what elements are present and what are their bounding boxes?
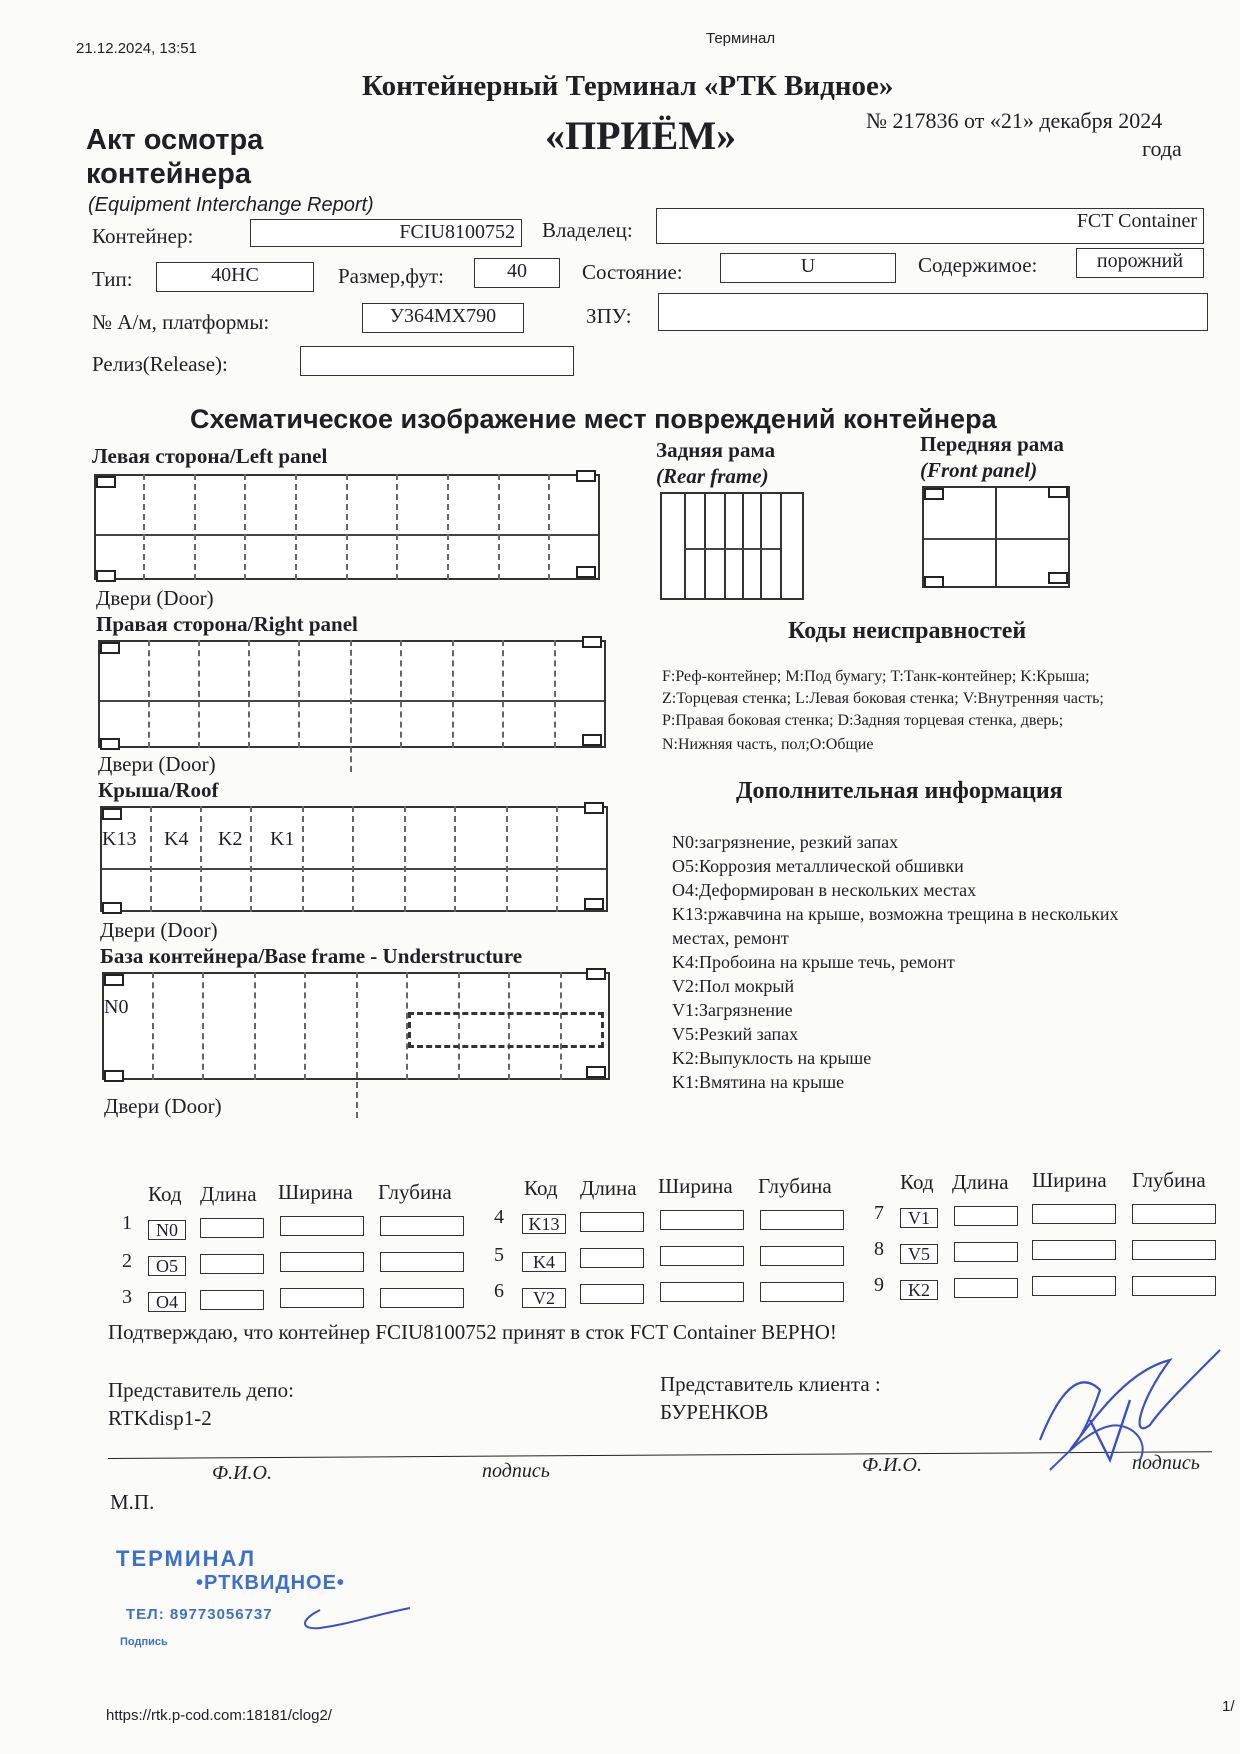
row-number: 6 — [494, 1280, 504, 1302]
col-header-length: Длина — [580, 1176, 637, 1200]
damage-width-cell[interactable] — [660, 1210, 744, 1230]
roof-label: Крыша/Roof — [98, 778, 219, 802]
confirmation-statement — [108, 1320, 837, 1345]
damage-depth-cell[interactable] — [1132, 1276, 1216, 1296]
corner-marker — [582, 636, 602, 648]
client-signature-drawing — [1020, 1330, 1240, 1490]
col-header-length: Длина — [952, 1170, 1009, 1194]
corner-marker — [576, 566, 596, 578]
schematic-title: Схематическое изображение мест повреждений контейнера — [190, 404, 997, 434]
col-header-code: Код — [148, 1182, 182, 1206]
damage-code-cell[interactable]: N0 — [148, 1220, 186, 1240]
damage-code-cell[interactable]: V2 — [522, 1288, 566, 1308]
confirmation-suffix: ВЕРНО! — [761, 1320, 837, 1344]
damage-length-cell[interactable] — [954, 1242, 1018, 1262]
row-number: 5 — [494, 1244, 504, 1266]
additional-info-line: K13:ржавчина на крыше, возможна трещина в нескольких — [672, 904, 1119, 924]
front-panel-label-en: (Front panel) — [920, 458, 1038, 482]
right-panel-diagram — [98, 640, 606, 748]
corner-marker — [586, 1066, 606, 1078]
corner-marker — [576, 470, 596, 482]
print-page-title: Терминал — [706, 30, 776, 47]
depot-rep-label: Представитель депо: — [108, 1378, 295, 1402]
owner-field[interactable]: FCT Container — [656, 208, 1204, 244]
damage-length-cell[interactable] — [200, 1290, 264, 1310]
damage-length-cell[interactable] — [954, 1278, 1018, 1298]
damage-depth-cell[interactable] — [380, 1288, 464, 1308]
additional-info-line: N0:загрязнение, резкий запах — [672, 832, 899, 852]
damage-width-cell[interactable] — [1032, 1204, 1116, 1224]
corner-marker — [582, 734, 602, 746]
col-header-width: Ширина — [1032, 1168, 1107, 1192]
damage-length-cell[interactable] — [580, 1212, 644, 1232]
col-header-length: Длина — [200, 1182, 257, 1206]
additional-info-line: местах, ремонт — [672, 928, 789, 948]
stamp-place-label: М.П. — [110, 1490, 155, 1514]
damage-code-cell[interactable]: O5 — [148, 1256, 186, 1276]
depot-fio-label: Ф.И.О. — [212, 1462, 272, 1484]
stamp-line3: ТЕЛ: 89773056737 — [126, 1606, 273, 1623]
depot-rep-value: RTKdisp1-2 — [108, 1406, 212, 1430]
confirmation-prefix: Подтверждаю, что контейнер — [108, 1320, 371, 1344]
damage-code-cell[interactable]: K13 — [522, 1214, 566, 1234]
stamp-line4: Подпись — [120, 1636, 168, 1648]
rear-frame-label-en: (Rear frame) — [656, 464, 769, 488]
container-field[interactable]: FCIU8100752 — [250, 219, 522, 247]
size-field[interactable]: 40 — [474, 258, 560, 288]
seal-label: ЗПУ: — [586, 304, 632, 328]
type-field[interactable]: 40HC — [156, 262, 314, 292]
roof-door-label: Двери (Door) — [100, 918, 218, 942]
row-number: 3 — [122, 1286, 132, 1308]
row-number: 2 — [122, 1250, 132, 1272]
front-panel-label: Передняя рама — [920, 432, 1064, 456]
corner-marker — [1048, 572, 1068, 584]
doc-subtitle: (Equipment Interchange Report) — [88, 194, 374, 216]
corner-marker — [102, 808, 122, 820]
corner-marker — [1048, 486, 1068, 498]
corner-marker — [100, 738, 120, 750]
additional-info-line: V2:Пол мокрый — [672, 976, 795, 996]
col-header-width: Ширина — [658, 1174, 733, 1198]
base-code-n0: N0 — [104, 996, 129, 1018]
print-datetime: 21.12.2024, 13:51 — [76, 40, 197, 57]
left-panel-door-label: Двери (Door) — [96, 586, 214, 610]
damage-code-cell[interactable]: V1 — [900, 1208, 938, 1228]
stamp-line2: •РТКВИДНОЕ• — [196, 1572, 345, 1594]
damage-length-cell[interactable] — [580, 1284, 644, 1304]
depot-signature-label: подпись — [482, 1460, 550, 1482]
print-url: https://rtk.p-cod.com:18181/clog2/ — [106, 1707, 332, 1724]
damage-width-cell[interactable] — [280, 1216, 364, 1236]
release-label: Релиз(Release): — [92, 352, 228, 376]
condition-field[interactable]: U — [720, 253, 896, 283]
rear-frame-diagram — [660, 492, 804, 600]
damage-code-cell[interactable]: V5 — [900, 1244, 938, 1264]
contents-field[interactable]: порожний — [1076, 248, 1204, 278]
vehicle-field[interactable]: У364МХ790 — [362, 303, 524, 333]
col-header-depth: Глубина — [1132, 1168, 1206, 1192]
size-label: Размер,фут: — [338, 264, 444, 288]
damage-depth-cell[interactable] — [760, 1282, 844, 1302]
damage-depth-cell[interactable] — [380, 1252, 464, 1272]
doc-number-year: года — [1142, 136, 1182, 161]
row-number: 7 — [874, 1202, 884, 1224]
client-signature-label: подпись — [1132, 1452, 1200, 1474]
client-fio-label: Ф.И.О. — [862, 1454, 922, 1476]
additional-info-line: O4:Деформирован в нескольких местах — [672, 880, 977, 900]
row-number: 1 — [122, 1212, 132, 1234]
stamp-line1: ТЕРМИНАЛ — [116, 1546, 257, 1571]
col-header-code: Код — [900, 1170, 934, 1194]
damage-length-cell[interactable] — [200, 1218, 264, 1238]
row-number: 9 — [874, 1274, 884, 1296]
col-header-depth: Глубина — [378, 1180, 452, 1204]
additional-info-line: V5:Резкий запах — [672, 1024, 799, 1044]
corner-marker — [924, 488, 944, 500]
contents-label: Содержимое: — [918, 253, 1038, 277]
additional-info-title: Дополнительная информация — [736, 778, 1063, 804]
condition-label: Состояние: — [582, 260, 683, 284]
row-number: 4 — [494, 1206, 504, 1228]
doc-title-line1: Акт осмотра — [86, 124, 264, 156]
confirmation-owner: FCT Container — [629, 1320, 756, 1344]
roof-code-k1: K1 — [270, 828, 295, 850]
stamp-signature-drawing — [290, 1590, 420, 1640]
vehicle-label: № А/м, платформы: — [92, 310, 270, 334]
additional-info-line: K4:Пробоина на крыше течь, ремонт — [672, 952, 955, 972]
fault-codes-line: N:Нижняя часть, пол;O:Общие — [662, 736, 874, 753]
rear-frame-label: Задняя рама — [656, 438, 776, 462]
terminal-name: Контейнерный Терминал «РТК Видное» — [362, 70, 894, 102]
client-rep-label: Представитель клиента : — [660, 1372, 881, 1396]
row-number: 8 — [874, 1238, 884, 1260]
damage-width-cell[interactable] — [280, 1288, 364, 1308]
fault-codes-line: P:Правая боковая стенка; D:Задняя торцевая стенка, дверь; — [662, 712, 1064, 729]
damage-width-cell[interactable] — [660, 1282, 744, 1302]
damage-code-cell[interactable]: K2 — [900, 1280, 938, 1300]
damage-depth-cell[interactable] — [760, 1210, 844, 1230]
fault-codes-line: F:Реф-контейнер; M:Под бумагу; T:Танк-контейнер; K:Крыша; — [662, 668, 1090, 685]
additional-info-line: K1:Вмятина на крыше — [672, 1072, 845, 1092]
damage-width-cell[interactable] — [280, 1252, 364, 1272]
fault-codes-line: Z:Торцевая стенка; L:Левая боковая стенка; V:Внутренняя часть; — [662, 690, 1104, 707]
damage-depth-cell[interactable] — [760, 1246, 844, 1266]
damage-length-cell[interactable] — [200, 1254, 264, 1274]
corner-marker — [924, 576, 944, 588]
corner-marker — [100, 642, 120, 654]
damage-code-cell[interactable]: K4 — [522, 1252, 566, 1272]
damage-length-cell[interactable] — [580, 1248, 644, 1268]
print-page-number: 1/ — [1222, 1698, 1235, 1715]
roof-code-k2: K2 — [218, 828, 243, 850]
additional-info-line: O5:Коррозия металлической обшивки — [672, 856, 964, 876]
damage-depth-cell[interactable] — [1132, 1240, 1216, 1260]
additional-info-line: K2:Выпуклость на крыше — [672, 1048, 872, 1068]
corner-marker — [104, 974, 124, 986]
corner-marker — [584, 802, 604, 814]
roof-diagram — [100, 806, 608, 912]
roof-code-k13: K13 — [102, 828, 137, 850]
corner-marker — [586, 968, 606, 980]
damage-area-marker — [408, 1012, 604, 1048]
col-header-code: Код — [524, 1176, 558, 1200]
additional-info-line: V1:Загрязнение — [672, 1000, 793, 1020]
corner-marker — [584, 898, 604, 910]
corner-marker — [102, 902, 122, 914]
left-panel-label: Левая сторона/Left panel — [92, 444, 328, 468]
right-panel-label: Правая сторона/Right panel — [96, 612, 358, 636]
corner-marker — [96, 570, 116, 582]
damage-depth-cell[interactable] — [380, 1216, 464, 1236]
damage-width-cell[interactable] — [1032, 1276, 1116, 1296]
owner-label: Владелец: — [542, 218, 633, 242]
col-header-width: Ширина — [278, 1180, 353, 1204]
type-label: Тип: — [92, 267, 133, 291]
confirmation-middle: принят в сток — [501, 1320, 625, 1344]
base-door-label: Двери (Door) — [104, 1094, 222, 1118]
doc-number: № 217836 от «21» декабря 2024 — [866, 108, 1163, 133]
fault-codes-title: Коды неисправностей — [788, 618, 1027, 644]
base-label: База контейнера/Base frame - Understructure — [100, 944, 523, 968]
col-header-depth: Глубина — [758, 1174, 832, 1198]
damage-width-cell[interactable] — [1032, 1240, 1116, 1260]
container-label: Контейнер: — [92, 224, 194, 248]
client-rep-value: БУРЕНКОВ — [660, 1400, 769, 1424]
damage-length-cell[interactable] — [954, 1206, 1018, 1226]
report-type: «ПРИЁМ» — [545, 113, 737, 158]
corner-marker — [96, 476, 116, 488]
right-panel-door-label: Двери (Door) — [98, 752, 216, 776]
confirmation-container: FCIU8100752 — [375, 1320, 497, 1344]
doc-title-line2: контейнера — [86, 158, 252, 190]
damage-code-cell[interactable]: O4 — [148, 1292, 186, 1312]
roof-code-k4: K4 — [164, 828, 189, 850]
damage-width-cell[interactable] — [660, 1246, 744, 1266]
damage-depth-cell[interactable] — [1132, 1204, 1216, 1224]
corner-marker — [104, 1070, 124, 1082]
release-field[interactable] — [300, 346, 574, 376]
seal-field[interactable] — [658, 293, 1208, 331]
